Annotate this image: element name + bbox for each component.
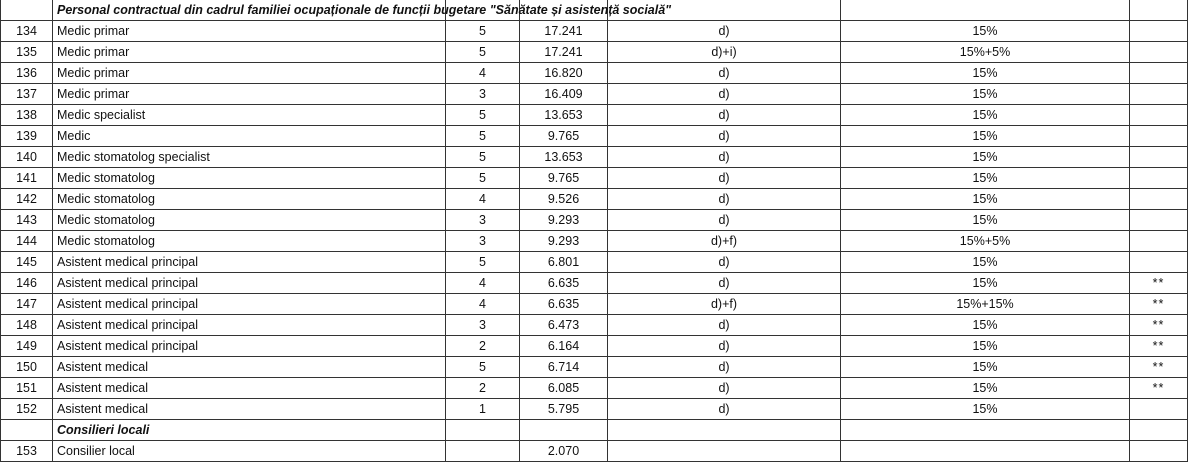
grade-cell: 3 xyxy=(446,315,520,336)
job-title-cell: Asistent medical xyxy=(53,399,446,420)
table-row xyxy=(1,63,1188,84)
note-cell xyxy=(1130,42,1188,63)
row-number-cell: 146 xyxy=(1,273,53,294)
bonus-code-cell: d) xyxy=(608,336,841,357)
job-title-cell: Asistent medical principal xyxy=(53,273,446,294)
bonus-code-cell: d) xyxy=(608,126,841,147)
salary-cell: 9.765 xyxy=(520,126,608,147)
table-row xyxy=(1,294,1188,315)
salary-cell: 6.714 xyxy=(520,357,608,378)
row-number-cell: 134 xyxy=(1,21,53,42)
grade-cell: 4 xyxy=(446,273,520,294)
table-row xyxy=(1,252,1188,273)
salary-cell: 16.820 xyxy=(520,63,608,84)
table-row xyxy=(1,105,1188,126)
bonus-code-cell: d) xyxy=(608,399,841,420)
row-number-cell: 153 xyxy=(1,441,53,462)
job-title-cell: Medic stomatolog xyxy=(53,168,446,189)
note-cell xyxy=(1130,399,1188,420)
row-number-cell: 147 xyxy=(1,294,53,315)
section-title-cell xyxy=(53,0,672,21)
job-title-cell: Medic stomatolog xyxy=(53,210,446,231)
bonus-percent-cell xyxy=(841,441,1130,462)
row-number-cell: 150 xyxy=(1,357,53,378)
note-cell xyxy=(1130,210,1188,231)
table-row xyxy=(1,189,1188,210)
table-row xyxy=(1,399,1188,420)
bonus-percent-cell: 15% xyxy=(841,378,1130,399)
section-empty-cell xyxy=(608,420,841,441)
salary-cell: 6.801 xyxy=(520,252,608,273)
table-row xyxy=(1,441,1188,462)
bonus-code-cell: d) xyxy=(608,147,841,168)
bonus-percent-cell: 15% xyxy=(841,336,1130,357)
row-number-cell: 135 xyxy=(1,42,53,63)
table-row xyxy=(1,357,1188,378)
note-cell xyxy=(1130,168,1188,189)
note-cell xyxy=(1130,126,1188,147)
salary-cell: 6.635 xyxy=(520,273,608,294)
salary-cell: 16.409 xyxy=(520,84,608,105)
bonus-code-cell: d) xyxy=(608,315,841,336)
row-number-cell: 136 xyxy=(1,63,53,84)
note-cell: ** xyxy=(1130,336,1188,357)
row-number-cell: 142 xyxy=(1,189,53,210)
table-row xyxy=(1,315,1188,336)
job-title-cell: Medic primar xyxy=(53,63,446,84)
row-number-cell: 138 xyxy=(1,105,53,126)
grade-cell: 2 xyxy=(446,378,520,399)
grade-cell: 4 xyxy=(446,63,520,84)
table-row xyxy=(1,231,1188,252)
section-nr-cell xyxy=(1,0,53,21)
bonus-code-cell: d) xyxy=(608,378,841,399)
salary-cell: 6.085 xyxy=(520,378,608,399)
bonus-percent-cell: 15% xyxy=(841,357,1130,378)
table-row xyxy=(1,336,1188,357)
note-cell xyxy=(1130,147,1188,168)
table-row xyxy=(1,378,1188,399)
bonus-code-cell: d) xyxy=(608,21,841,42)
grade-cell: 2 xyxy=(446,336,520,357)
bonus-code-cell: d) xyxy=(608,105,841,126)
row-number-cell: 145 xyxy=(1,252,53,273)
row-number-cell: 143 xyxy=(1,210,53,231)
bonus-code-cell: d) xyxy=(608,210,841,231)
row-number-cell: 140 xyxy=(1,147,53,168)
section-empty-cell xyxy=(446,420,520,441)
grade-cell: 5 xyxy=(446,42,520,63)
section-empty-cell xyxy=(1,420,53,441)
job-title-cell: Asistent medical principal xyxy=(53,336,446,357)
table-row xyxy=(1,210,1188,231)
salary-cell: 5.795 xyxy=(520,399,608,420)
grade-cell: 5 xyxy=(446,147,520,168)
row-number-cell: 152 xyxy=(1,399,53,420)
grade-cell: 4 xyxy=(446,294,520,315)
grade-cell: 1 xyxy=(446,399,520,420)
note-cell xyxy=(1130,441,1188,462)
table-row xyxy=(1,21,1188,42)
bonus-code-cell: d) xyxy=(608,84,841,105)
note-cell: ** xyxy=(1130,357,1188,378)
bonus-code-cell: d) xyxy=(608,63,841,84)
grade-cell xyxy=(446,441,520,462)
table-row xyxy=(1,273,1188,294)
bonus-code-cell: d) xyxy=(608,252,841,273)
note-cell xyxy=(1130,21,1188,42)
salary-cell: 17.241 xyxy=(520,42,608,63)
bonus-percent-cell: 15%+5% xyxy=(841,42,1130,63)
bonus-percent-cell: 15% xyxy=(841,399,1130,420)
job-title-cell: Consilier local xyxy=(53,441,446,462)
section-empty-cell xyxy=(1130,0,1188,21)
job-title-cell: Medic primar xyxy=(53,21,446,42)
bonus-percent-cell: 15% xyxy=(841,315,1130,336)
row-number-cell: 137 xyxy=(1,84,53,105)
job-title-cell: Medic stomatolog xyxy=(53,231,446,252)
note-cell xyxy=(1130,189,1188,210)
salary-cell: 6.164 xyxy=(520,336,608,357)
job-title-cell: Medic stomatolog xyxy=(53,189,446,210)
salary-cell: 9.526 xyxy=(520,189,608,210)
grade-cell: 3 xyxy=(446,231,520,252)
note-cell xyxy=(1130,63,1188,84)
job-title-cell: Asistent medical xyxy=(53,357,446,378)
bonus-percent-cell: 15% xyxy=(841,84,1130,105)
job-title-cell: Medic primar xyxy=(53,84,446,105)
bonus-code-cell: d) xyxy=(608,189,841,210)
salary-cell: 6.473 xyxy=(520,315,608,336)
row-number-cell: 139 xyxy=(1,126,53,147)
job-title-cell: Asistent medical principal xyxy=(53,252,446,273)
bonus-code-cell: d)+f) xyxy=(608,294,841,315)
job-title-cell: Medic primar xyxy=(53,42,446,63)
bonus-percent-cell: 15% xyxy=(841,252,1130,273)
job-title-cell: Medic xyxy=(53,126,446,147)
grade-cell: 5 xyxy=(446,168,520,189)
bonus-percent-cell: 15% xyxy=(841,126,1130,147)
job-title-cell: Medic stomatolog specialist xyxy=(53,147,446,168)
table-row xyxy=(1,147,1188,168)
grade-cell: 5 xyxy=(446,126,520,147)
bonus-percent-cell: 15% xyxy=(841,63,1130,84)
bonus-code-cell: d) xyxy=(608,273,841,294)
bonus-percent-cell: 15%+5% xyxy=(841,231,1130,252)
job-title-cell: Asistent medical xyxy=(53,378,446,399)
salary-cell: 9.765 xyxy=(520,168,608,189)
section-title-consilieri: Consilieri locali xyxy=(57,423,150,437)
bonus-percent-cell: 15% xyxy=(841,189,1130,210)
bonus-percent-cell: 15% xyxy=(841,168,1130,189)
table-row xyxy=(1,168,1188,189)
row-number-cell: 149 xyxy=(1,336,53,357)
note-cell xyxy=(1130,84,1188,105)
table-row xyxy=(1,126,1188,147)
grade-cell: 4 xyxy=(446,189,520,210)
bonus-code-cell: d) xyxy=(608,357,841,378)
bonus-code-cell: d)+f) xyxy=(608,231,841,252)
bonus-percent-cell: 15%+15% xyxy=(841,294,1130,315)
section-title-cell xyxy=(53,420,446,441)
section-header-row xyxy=(1,420,1188,441)
section-empty-cell xyxy=(520,420,608,441)
note-cell: ** xyxy=(1130,378,1188,399)
salary-table-body xyxy=(1,0,1188,462)
grade-cell: 5 xyxy=(446,21,520,42)
bonus-percent-cell: 15% xyxy=(841,210,1130,231)
job-title-cell: Medic specialist xyxy=(53,105,446,126)
section-empty-cell xyxy=(841,0,1130,21)
section-header-row xyxy=(1,0,1188,21)
row-number-cell: 151 xyxy=(1,378,53,399)
job-title-cell: Asistent medical principal xyxy=(53,315,446,336)
note-cell: ** xyxy=(1130,273,1188,294)
note-cell xyxy=(1130,105,1188,126)
note-cell xyxy=(1130,252,1188,273)
bonus-code-cell: d)+i) xyxy=(608,42,841,63)
salary-cell: 9.293 xyxy=(520,231,608,252)
grade-cell: 5 xyxy=(446,105,520,126)
salary-cell: 2.070 xyxy=(520,441,608,462)
bonus-percent-cell: 15% xyxy=(841,147,1130,168)
salary-cell: 17.241 xyxy=(520,21,608,42)
bonus-percent-cell: 15% xyxy=(841,273,1130,294)
bonus-percent-cell: 15% xyxy=(841,105,1130,126)
bonus-code-cell: d) xyxy=(608,168,841,189)
salary-cell: 9.293 xyxy=(520,210,608,231)
grade-cell: 5 xyxy=(446,357,520,378)
note-cell: ** xyxy=(1130,294,1188,315)
grade-cell: 3 xyxy=(446,210,520,231)
table-row xyxy=(1,84,1188,105)
row-number-cell: 141 xyxy=(1,168,53,189)
grade-cell: 5 xyxy=(446,252,520,273)
salary-cell: 6.635 xyxy=(520,294,608,315)
row-number-cell: 148 xyxy=(1,315,53,336)
grade-cell: 3 xyxy=(446,84,520,105)
job-title-cell: Asistent medical principal xyxy=(53,294,446,315)
salary-cell: 13.653 xyxy=(520,105,608,126)
note-cell: ** xyxy=(1130,315,1188,336)
row-number-cell: 144 xyxy=(1,231,53,252)
bonus-code-cell xyxy=(608,441,841,462)
bonus-percent-cell: 15% xyxy=(841,21,1130,42)
note-cell xyxy=(1130,231,1188,252)
table-row xyxy=(1,42,1188,63)
section-empty-cell xyxy=(1130,420,1188,441)
section-title-sanatate: Personal contractual din cadrul familiei ocupaționale de funcții bugetare "Sănătate și asistență socială" xyxy=(57,3,672,17)
section-empty-cell xyxy=(841,420,1130,441)
salary-cell: 13.653 xyxy=(520,147,608,168)
